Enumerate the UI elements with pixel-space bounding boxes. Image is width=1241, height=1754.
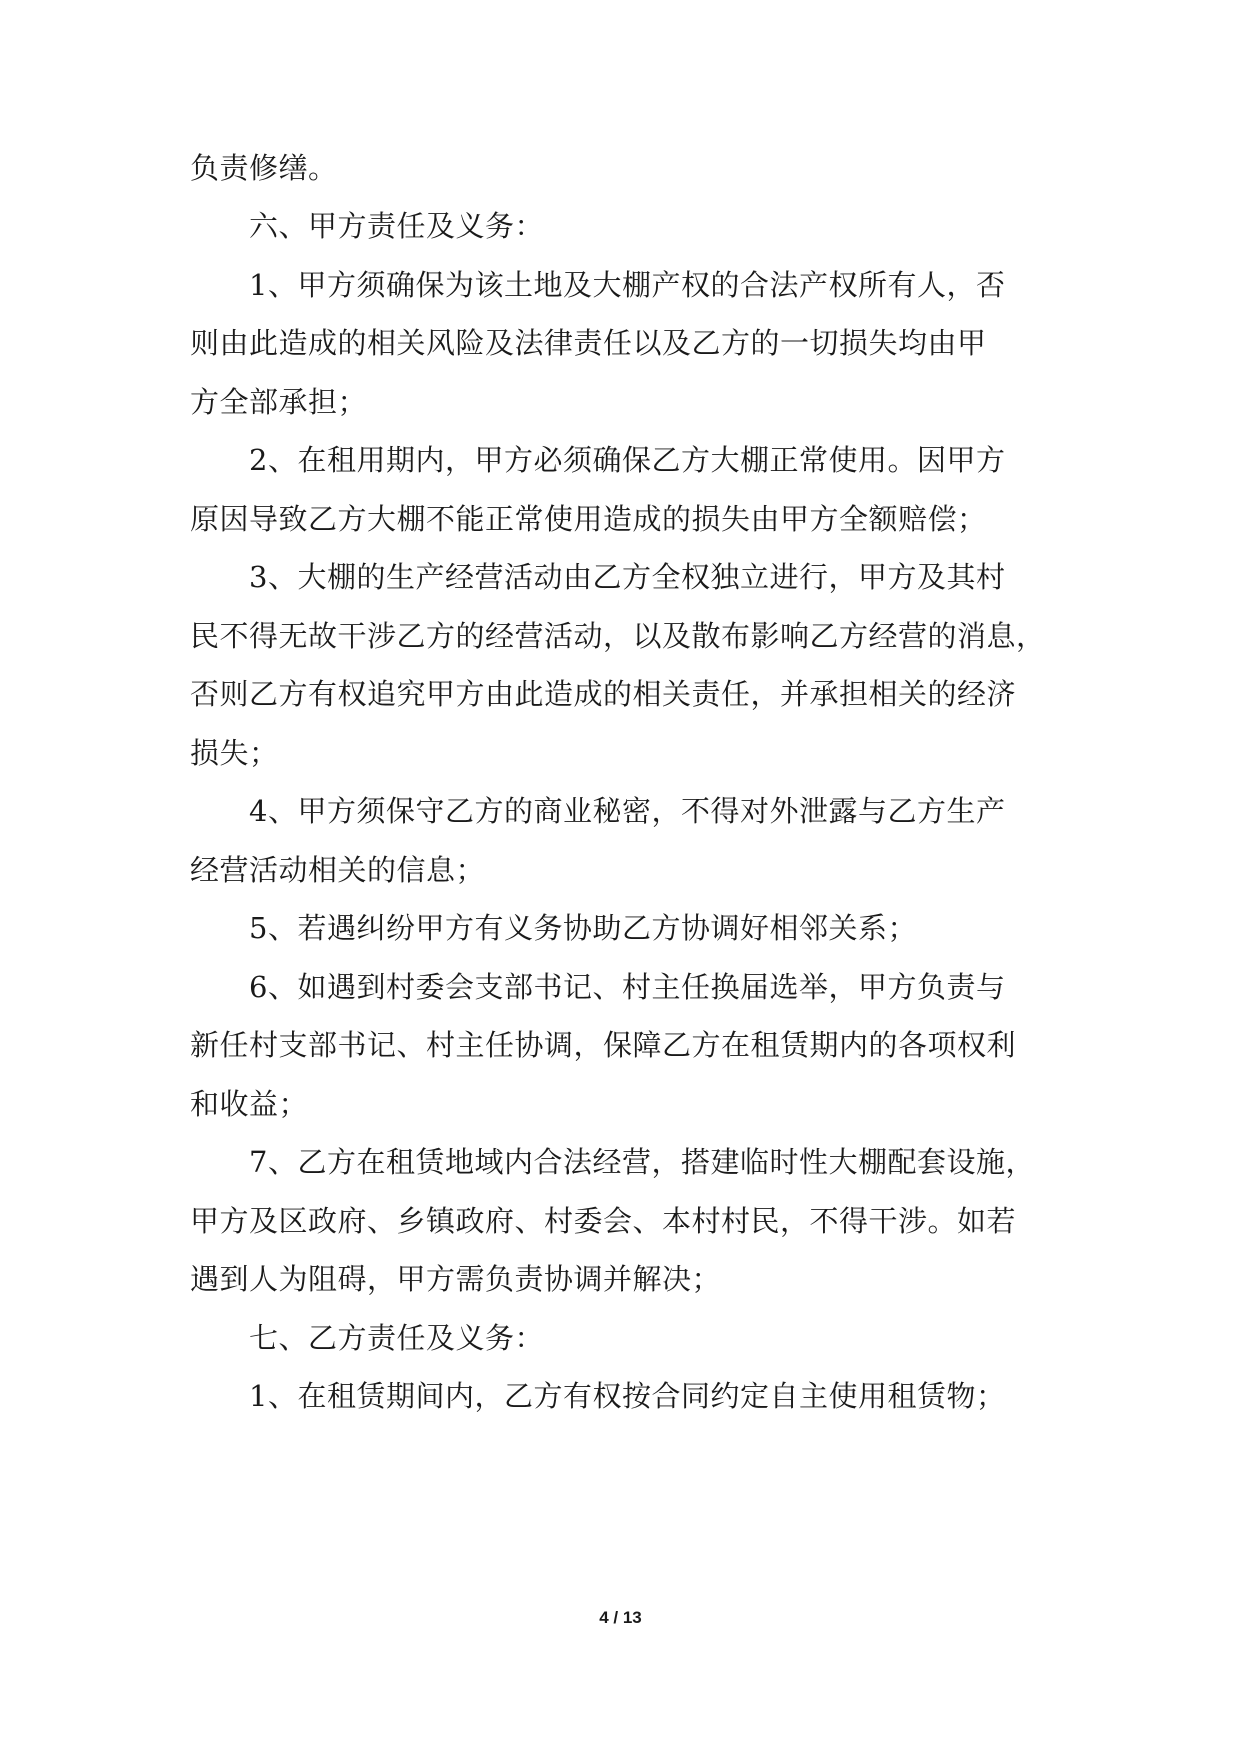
paragraph-line: 原因导致乙方大棚不能正常使用造成的损失由甲方全额赔偿； xyxy=(190,502,987,536)
paragraph-line: 民不得无故干涉乙方的经营活动，以及散布影响乙方经营的消息， xyxy=(190,619,1046,653)
section-heading: 七、乙方责任及义务： xyxy=(249,1321,545,1355)
paragraph-line: 6、如遇到村委会支部书记、村主任换届选举，甲方负责与 xyxy=(249,970,1006,1004)
paragraph-line: 经营活动相关的信息； xyxy=(190,853,486,887)
paragraph-line: 7、乙方在租赁地域内合法经营，搭建临时性大棚配套设施， xyxy=(249,1145,1035,1179)
paragraph-line: 1、甲方须确保为该土地及大棚产权的合法产权所有人，否 xyxy=(249,268,1006,302)
paragraph-line: 甲方及区政府、乡镇政府、村委会、本村村民，不得干涉。如若 xyxy=(190,1204,1017,1238)
paragraph-line: 负责修缮。 xyxy=(190,151,338,185)
page-number: 4 / 13 xyxy=(599,1608,642,1627)
paragraph-line: 则由此造成的相关风险及法律责任以及乙方的一切损失均由甲 xyxy=(190,326,987,360)
paragraph-line: 4、甲方须保守乙方的商业秘密，不得对外泄露与乙方生产 xyxy=(249,794,1006,828)
paragraph-line: 遇到人为阻碍，甲方需负责协调并解决； xyxy=(190,1262,722,1296)
paragraph-line: 损失； xyxy=(190,736,279,770)
paragraph-line: 2、在租用期内，甲方必须确保乙方大棚正常使用。因甲方 xyxy=(249,443,1006,477)
paragraph-line: 方全部承担； xyxy=(190,385,368,419)
paragraph-line: 和收益； xyxy=(190,1087,309,1121)
paragraph-line: 否则乙方有权追究甲方由此造成的相关责任，并承担相关的经济 xyxy=(190,677,1017,711)
section-heading: 六、甲方责任及义务： xyxy=(249,209,545,243)
paragraph-line: 新任村支部书记、村主任协调，保障乙方在租赁期内的各项权利 xyxy=(190,1028,1017,1062)
paragraph-line: 1、在租赁期间内，乙方有权按合同约定自主使用租赁物； xyxy=(249,1379,1006,1413)
paragraph-line: 5、若遇纠纷甲方有义务协助乙方协调好相邻关系； xyxy=(249,911,917,945)
paragraph-line: 3、大棚的生产经营活动由乙方全权独立进行，甲方及其村 xyxy=(249,560,1006,594)
